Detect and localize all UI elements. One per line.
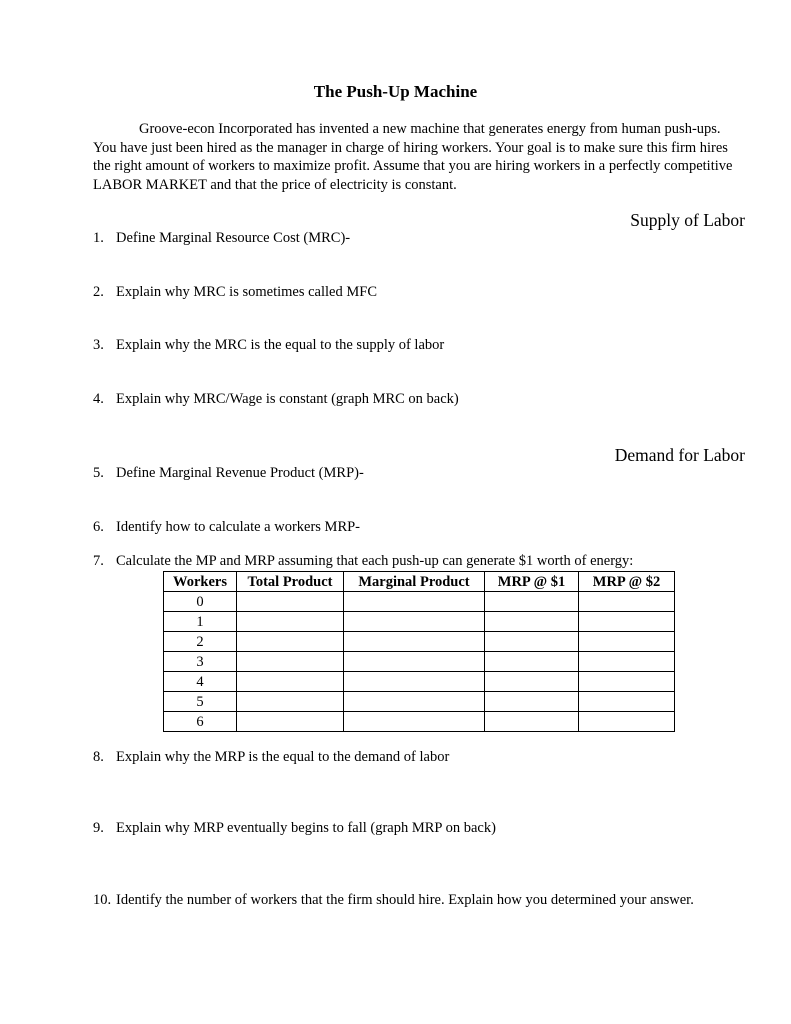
blank-cell[interactable] (344, 632, 485, 652)
blank-cell[interactable] (344, 712, 485, 732)
question-number: 7. (93, 553, 104, 569)
header-mrp-2: MRP @ $2 (579, 572, 675, 592)
workers-cell: 0 (164, 592, 237, 612)
workers-cell: 3 (164, 652, 237, 672)
question-number: 3. (93, 337, 104, 353)
workers-cell: 2 (164, 632, 237, 652)
question-text: Explain why the MRC is the equal to the supply of labor (116, 337, 445, 353)
question-number: 4. (93, 391, 104, 407)
question-10 (93, 892, 694, 909)
blank-cell[interactable] (237, 652, 344, 672)
blank-cell[interactable] (485, 592, 579, 612)
blank-cell[interactable] (344, 652, 485, 672)
intro-text: Groove-econ Incorporated has invented a new machine that generates energy from human push-ups. You have just been hired as the manager in charge of hiring workers. Your goal is to make sure this firm hires the right amount of workers to maximize profit. Assume that you are hiring workers in a perfectly competitive LABOR MARKET and that the price of electricity is constant. (93, 121, 733, 193)
question-2 (93, 284, 377, 301)
table-row (164, 712, 675, 732)
question-number: 6. (93, 519, 104, 535)
question-text: Define Marginal Resource Cost (MRC)- (116, 230, 351, 246)
workers-cell: 1 (164, 612, 237, 632)
question-7 (93, 553, 633, 570)
header-total-product: Total Product (237, 572, 344, 592)
blank-cell[interactable] (237, 672, 344, 692)
question-3 (93, 337, 444, 354)
question-text: Explain why MRC/Wage is constant (graph MRC on back) (116, 391, 459, 407)
question-number: 2. (93, 284, 104, 300)
blank-cell[interactable] (579, 672, 675, 692)
table-row (164, 592, 675, 612)
question-number: 1. (93, 230, 104, 246)
header-mrp-1: MRP @ $1 (485, 572, 579, 592)
blank-cell[interactable] (485, 712, 579, 732)
question-1 (93, 230, 350, 247)
question-9 (93, 820, 496, 837)
table-row (164, 632, 675, 652)
question-4 (93, 391, 459, 408)
workers-cell: 6 (164, 712, 237, 732)
blank-cell[interactable] (485, 632, 579, 652)
question-6 (93, 519, 360, 536)
blank-cell[interactable] (344, 692, 485, 712)
intro-paragraph (93, 120, 743, 194)
blank-cell[interactable] (237, 712, 344, 732)
blank-cell[interactable] (237, 592, 344, 612)
table-header-row (164, 572, 675, 592)
workers-cell: 4 (164, 672, 237, 692)
page-title: The Push-Up Machine (313, 82, 478, 101)
table-row (164, 652, 675, 672)
table-row (164, 672, 675, 692)
blank-cell[interactable] (579, 712, 675, 732)
blank-cell[interactable] (237, 632, 344, 652)
workers-cell: 5 (164, 692, 237, 712)
blank-cell[interactable] (485, 672, 579, 692)
question-number: 9. (93, 820, 104, 836)
blank-cell[interactable] (237, 612, 344, 632)
blank-cell[interactable] (579, 632, 675, 652)
blank-cell[interactable] (485, 612, 579, 632)
question-text: Explain why the MRP is the equal to the demand of labor (116, 749, 450, 765)
table-row (164, 612, 675, 632)
question-text: Define Marginal Revenue Product (MRP)- (116, 465, 364, 481)
mp-mrp-table (163, 571, 675, 732)
question-number: 10. (93, 892, 112, 908)
blank-cell[interactable] (485, 692, 579, 712)
section-heading-demand: Demand for Labor (614, 445, 745, 465)
question-text: Explain why MRC is sometimes called MFC (116, 284, 377, 300)
blank-cell[interactable] (344, 612, 485, 632)
question-number: 5. (93, 465, 104, 481)
question-text: Calculate the MP and MRP assuming that each push-up can generate $1 worth of energy: (116, 553, 634, 569)
blank-cell[interactable] (344, 592, 485, 612)
table-row (164, 692, 675, 712)
question-number: 8. (93, 749, 104, 765)
blank-cell[interactable] (579, 612, 675, 632)
blank-cell[interactable] (237, 692, 344, 712)
blank-cell[interactable] (579, 692, 675, 712)
question-5 (93, 465, 364, 482)
question-text: Identify how to calculate a workers MRP- (116, 519, 361, 535)
blank-cell[interactable] (579, 652, 675, 672)
question-8 (93, 749, 449, 766)
header-marginal-product: Marginal Product (344, 572, 485, 592)
blank-cell[interactable] (579, 592, 675, 612)
question-text: Identify the number of workers that the firm should hire. Explain how you determined your answer. (116, 892, 694, 908)
blank-cell[interactable] (485, 652, 579, 672)
section-heading-supply: Supply of Labor (630, 210, 745, 230)
question-text: Explain why MRP eventually begins to fall (graph MRP on back) (116, 820, 496, 836)
blank-cell[interactable] (344, 672, 485, 692)
header-workers: Workers (164, 572, 237, 592)
